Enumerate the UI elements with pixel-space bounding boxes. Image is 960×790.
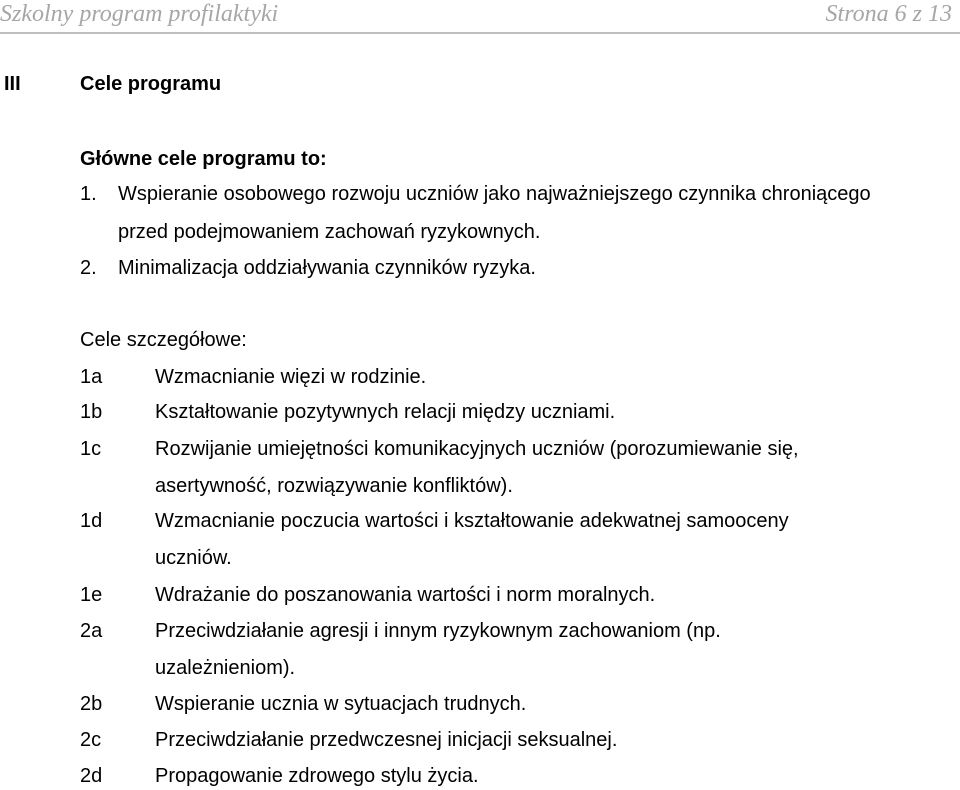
goal-code: 1e bbox=[80, 584, 103, 606]
header-divider bbox=[0, 32, 960, 34]
goal-text: uzależnieniom). bbox=[155, 657, 296, 679]
main-goals-heading: Główne cele programu to: bbox=[80, 148, 327, 170]
goal-text: Rozwijanie umiejętności komunikacyjnych uczniów (porozumiewanie się, bbox=[155, 438, 799, 460]
goal-text: Wdrażanie do poszanowania wartości i norm moralnych. bbox=[155, 584, 656, 606]
goal-text: Wspieranie ucznia w sytuacjach trudnych. bbox=[155, 693, 527, 715]
goal-text: Przeciwdziałanie agresji i innym ryzykownym zachowaniom (np. bbox=[155, 620, 721, 642]
goal-code: 1b bbox=[80, 401, 103, 423]
section-number: III bbox=[4, 73, 21, 95]
section-title: Cele programu bbox=[80, 73, 222, 95]
page-header bbox=[0, 0, 960, 34]
goal-text: Wzmacnianie więzi w rodzinie. bbox=[155, 366, 427, 388]
goal-code: 1a bbox=[80, 366, 103, 388]
main-goal-number: 2. bbox=[80, 257, 97, 279]
goal-code: 2a bbox=[80, 620, 103, 642]
page-number: Strona 6 z 13 bbox=[825, 1, 952, 27]
main-goal-text: Wspieranie osobowego rozwoju uczniów jako najważniejszego czynnika chroniącego bbox=[118, 183, 871, 205]
goal-code: 2b bbox=[80, 693, 103, 715]
goal-text: Propagowanie zdrowego stylu życia. bbox=[155, 765, 479, 787]
goal-code: 1d bbox=[80, 510, 103, 532]
goal-text: Kształtowanie pozytywnych relacji między uczniami. bbox=[155, 401, 616, 423]
goal-code: 1c bbox=[80, 438, 102, 460]
main-goal-text: przed podejmowaniem zachowań ryzykownych. bbox=[118, 221, 541, 243]
goal-text: Przeciwdziałanie przedwczesnej inicjacji seksualnej. bbox=[155, 729, 618, 751]
goal-text: asertywność, rozwiązywanie konfliktów). bbox=[155, 475, 513, 497]
main-goal-number: 1. bbox=[80, 183, 97, 205]
detailed-goals-heading: Cele szczegółowe: bbox=[80, 329, 247, 351]
goal-code: 2d bbox=[80, 765, 103, 787]
goal-text: uczniów. bbox=[155, 547, 232, 569]
main-goal-text: Minimalizacja oddziaływania czynników ryzyka. bbox=[118, 257, 536, 279]
goal-text: Wzmacnianie poczucia wartości i kształtowanie adekwatnej samooceny bbox=[155, 510, 789, 532]
document-title: Szkolny program profilaktyki bbox=[0, 1, 279, 27]
goal-code: 2c bbox=[80, 729, 102, 751]
